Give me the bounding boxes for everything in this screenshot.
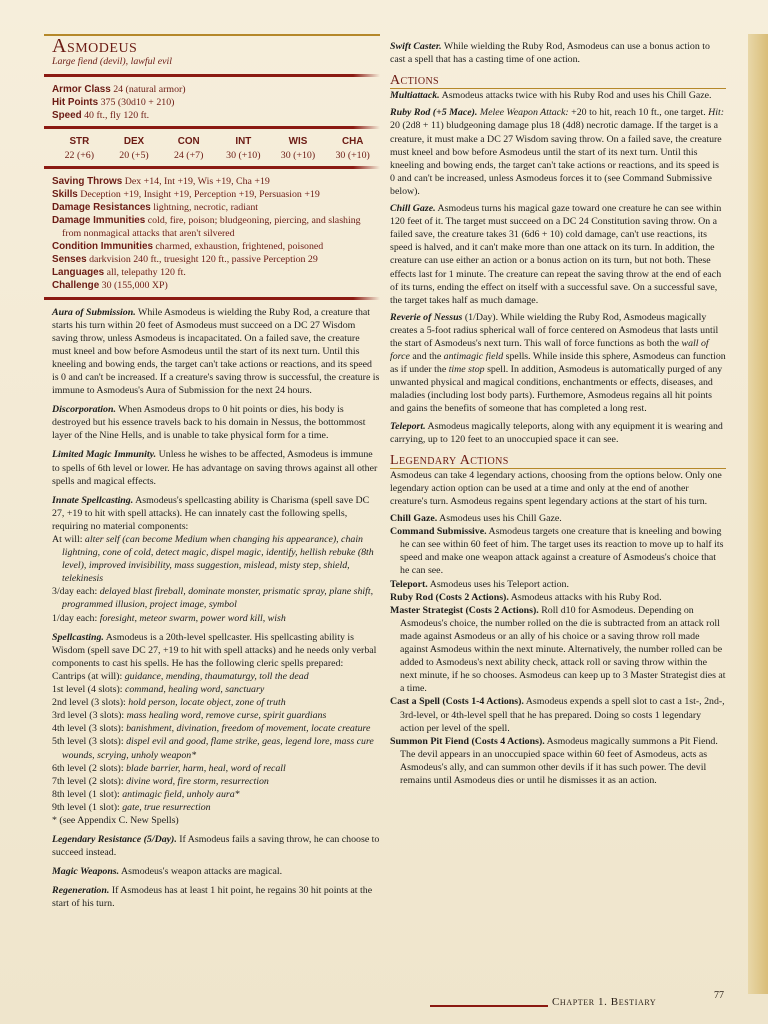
ability-value: 30 (+10) bbox=[280, 149, 316, 161]
footer-rule bbox=[430, 1005, 548, 1007]
ability-value: 30 (+10) bbox=[226, 149, 261, 161]
basic-props bbox=[44, 83, 380, 122]
action-ruby-rod: Ruby Rod (+5 Mace). Melee Weapon Attack: +20 to hit, reach 10 ft., one target. Hit: 20 (2d8 + 11) bludgeoning damage plus 18 (4d8) necrotic damage. If the target is a creature, it must make a DC 27 Wisdom saving throw. On a failed save, the creature must kneel and bow before Asmodeus until the start of its next turn. Until this kneeling and bowing ends, the target can't take actions or reactions, and its speed is 0 and can't be increased, unless Asmodeus forces it to (see Command Submissive below). bbox=[390, 107, 725, 197]
divider bbox=[44, 166, 380, 169]
statblock-column bbox=[44, 34, 380, 911]
action-reverie: Reverie of Nessus (1/Day). While wielding the Ruby Rod, Asmodeus magically creates a 5-foot radius spherical wall of force centered on Asmodeus that lasts until the start of Asmodeus's next turn. This wall of force functions as both the wall of force and the antimagic field spells. While inside this sphere, Asmodeus can function as if under the time stop spell. In addition, Asmodeus is automatically purged of any unwanted physical and magical conditions, enchantments or effects, diseases, and maladies (including lost body parts). Furthemore, Asmodeus regains all hit points and gains the benefits of someone that has completed a long rest. bbox=[390, 311, 726, 415]
ability-value: 22 (+6) bbox=[64, 149, 95, 161]
secondary-props bbox=[44, 175, 380, 293]
trait-legendary-resistance: Legendary Resistance (5/Day). If Asmodeus fails a saving throw, he can choose to succeed instead. bbox=[52, 834, 380, 859]
legendary-action: Chill Gaze. Asmodeus uses his Chill Gaze. bbox=[390, 513, 562, 525]
action-chill-gaze: Chill Gaze. Asmodeus turns his magical gaze toward one creature he can see within 120 feet of it. The target must succeed on a DC 24 Constitution saving throw. On a failed save, the creature takes 31 (6d6 + 10) cold damage, can't use reactions, its speed is halved, and it can't make more than one attack on its turn. In addition, the creature can use either an action or a bonus action on its turn, but not both. These effects last for 1 minute. The creature can repeat the saving throw at the end of each of its turns, ending the effect on itself with a successful save. On a successful save, the target takes half as much damage. bbox=[390, 203, 722, 306]
spell-line: 7th level (2 slots): divine word, fire storm, resurrection bbox=[52, 775, 269, 787]
legendary-action: Summon Pit Fiend (Costs 4 Actions). Asmodeus magically summons a Pit Fiend. The devil appears in an unoccupied space within 60 feet of Asmodeus, acts as Asmodeus's ally, and can summon other devils if it has such power. The devil remains until Asmodeus dies or until he dismisses it as an action. bbox=[390, 735, 718, 786]
ability-label: WIS bbox=[288, 136, 308, 148]
ability-label: INT bbox=[235, 136, 252, 148]
speed: Speed 40 ft., fly 120 ft. bbox=[52, 110, 150, 122]
innate-line: 1/day each: foresight, meteor swarm, power word kill, wish bbox=[52, 612, 286, 624]
challenge: Challenge 30 (155,000 XP) bbox=[52, 280, 168, 292]
spell-line: 9th level (1 slot): gate, true resurrection bbox=[52, 801, 211, 813]
spell-line: 4th level (3 slots): banishment, divination, freedom of movement, locate creature bbox=[52, 723, 371, 735]
chapter-footer: Chapter 1. Bestiary bbox=[552, 996, 657, 1008]
spell-line: 5th level (3 slots): dispel evil and good, flame strike, geas, legend lore, mass cure wounds, scrying, unholy weapon* bbox=[52, 736, 374, 761]
innate-line: 3/day each: delayed blast fireball, dominate monster, prismatic spray, plane shift, programmed illusion, project image, symbol bbox=[52, 586, 374, 611]
ability-label: STR bbox=[69, 136, 90, 148]
trait-regeneration: Regeneration. If Asmodeus has at least 1 hit point, he regains 30 hit points at the start of his turn. bbox=[52, 885, 373, 910]
page-edge-decoration bbox=[748, 34, 768, 994]
ability-label: DEX bbox=[123, 136, 145, 148]
trait-magic-weapons: Magic Weapons. Asmodeus's weapon attacks are magical. bbox=[52, 866, 283, 878]
ability-label: CHA bbox=[341, 136, 364, 148]
action-multiattack: Multiattack. Asmodeus attacks twice with his Ruby Rod and uses his Chill Gaze. bbox=[390, 90, 712, 102]
legendary-action: Teleport. Asmodeus uses his Teleport action. bbox=[390, 578, 569, 590]
ability-scores bbox=[52, 135, 380, 161]
damage-immunities: Damage Immunities cold, fire, poison; bludgeoning, piercing, and slashing from nonmagical attacks that aren't silvered bbox=[52, 214, 361, 240]
skills: Skills Deception +19, Insight +19, Perception +19, Persuasion +19 bbox=[52, 188, 320, 200]
trait-innate-spellcasting: Innate Spellcasting. Asmodeus's spellcasting ability is Charisma (spell save DC 27, +19 to hit with spell attacks). He can innately cast the following spells, requiring no material components: bbox=[52, 494, 370, 532]
legendary-intro: Asmodeus can take 4 legendary actions, choosing from the options below. Only one legendary action option can be used at a time and only at the end of another creature's turn. Asmodeus regains spent legendary actions at the start of his turn. bbox=[390, 469, 722, 507]
senses: Senses darkvision 240 ft., truesight 120 ft., passive Perception 29 bbox=[52, 254, 318, 266]
spell-line: 8th level (1 slot): antimagic field, unholy aura* bbox=[52, 788, 240, 800]
languages: Languages all, telepathy 120 ft. bbox=[52, 267, 186, 279]
spell-line: 1st level (4 slots): command, healing word, sanctuary bbox=[52, 684, 265, 696]
trait-swift-caster: Swift Caster. While wielding the Ruby Rod, Asmodeus can use a bonus action to cast a spell that has a casting time of one action. bbox=[390, 41, 710, 66]
divider bbox=[44, 297, 380, 300]
monster-name: Asmodeus bbox=[52, 35, 138, 57]
trait-aura: Aura of Submission. While Asmodeus is wielding the Ruby Rod, a creature that starts his turn within 20 feet of Asmodeus must succeed on a DC 27 Wisdom saving throw, unless Asmodeus is incapacitated. On a failed save, the creature must kneel and bow before Asmodeus until the start of its next turn. Until this kneeling and bowing ends, the target can't take actions or reactions, and its speed is 0 and can't be increased. If a creature's saving throw is successful, the creature is immune to Asmodeus's Aura of Submission for the next 24 hours. bbox=[52, 306, 380, 397]
legendary-action: Master Strategist (Costs 2 Actions). Roll d10 for Asmodeus. Depending on Asmodeus's choice, the number rolled on the die is subtracted from an attack roll made against Asmodeus or an ally of his choice or a saving throw roll made against Asmodeus within the next minute. Alternatively, the number rolled can be added to Asmodeus's next ability check, attack roll or saving throw within the next minute, if he so chooses. Asmodeus can keep up to 3 Master Strategist dies at a time. bbox=[390, 604, 726, 695]
legendary-action: Ruby Rod (Costs 2 Actions). Asmodeus attacks with his Ruby Rod. bbox=[390, 591, 662, 603]
innate-line: At will: alter self (can become Medium when changing his appearance), chain lightning, cone of cold, detect magic, dispel magic, identify, hellish rebuke (8th level), improved invisibility, mass suggestion, mislead, misty step, shield, telekinesis bbox=[52, 534, 374, 585]
page-number: 77 bbox=[714, 990, 724, 1001]
action-teleport: Teleport. Asmodeus magically teleports, along with any equipment it is wearing and carrying, up to 120 feet to an unoccupied space it can see. bbox=[390, 420, 723, 445]
legendary-heading: Legendary Actions bbox=[390, 454, 726, 469]
damage-resistances: Damage Resistances lightning, necrotic, radiant bbox=[52, 201, 259, 213]
legendary-action: Command Submissive. Asmodeus targets one creature that is kneeling and bowing he can see within 60 feet of him. The target uses its reaction to move up to half its speed and make one weapon attack against a creature of Asmodeus's choice that he can see. bbox=[390, 526, 724, 577]
saving-throws: Saving Throws Dex +14, Int +19, Wis +19, Cha +19 bbox=[52, 175, 270, 187]
spell-line: Cantrips (at will): guidance, mending, thaumaturgy, toll the dead bbox=[52, 670, 309, 682]
legendary-action: Cast a Spell (Costs 1-4 Actions). Asmodeus expends a spell slot to cast a 1st-, 2nd-, 3rd-level, or 4th-level spell that he has prepared. Doing so costs 1 legendary action per level of the spell. bbox=[390, 696, 725, 734]
actions-heading: Actions bbox=[390, 74, 726, 89]
actions-column bbox=[390, 40, 726, 787]
monster-type: Large fiend (devil), lawful evil bbox=[52, 56, 173, 68]
ability-value: 30 (+10) bbox=[335, 149, 370, 161]
trait-spellcasting: Spellcasting. Asmodeus is a 20th-level spellcaster. His spellcasting ability is Wisdom (spell save DC 27, +19 to hit with spell attacks) and he needs only verbal components to cast his spells. He has the following cleric spells prepared: bbox=[52, 631, 377, 669]
ability-value: 24 (+7) bbox=[173, 149, 204, 161]
divider bbox=[44, 74, 380, 77]
trait-discorporation: Discorporation. When Asmodeus drops to 0 hit points or dies, his body is destroyed but his essence travels back to his domain in Nessus, the bottommost layer of the Nine Hells, and is unable to take physical form for a time. bbox=[52, 404, 366, 442]
ability-value: 20 (+5) bbox=[119, 149, 149, 161]
spell-line: 2nd level (3 slots): hold person, locate object, zone of truth bbox=[52, 697, 286, 709]
spell-line: 3rd level (3 slots): mass healing word, remove curse, spirit guardians bbox=[52, 710, 327, 722]
trait-limited-magic-immunity: Limited Magic Immunity. Unless he wishes to be affected, Asmodeus is immune to spells of 6th level or lower. He has advantage on saving throws against all other spells and magical effects. bbox=[52, 449, 378, 487]
hit-points: Hit Points 375 (30d10 + 210) bbox=[52, 97, 175, 109]
condition-immunities: Condition Immunities charmed, exhaustion, frightened, poisoned bbox=[52, 241, 324, 253]
appendix-note: * (see Appendix C. New Spells) bbox=[52, 814, 179, 826]
ability-label: CON bbox=[177, 136, 200, 148]
divider bbox=[44, 126, 380, 129]
spell-line: 6th level (2 slots): blade barrier, harm, heal, word of recall bbox=[52, 762, 286, 774]
armor-class: Armor Class 24 (natural armor) bbox=[52, 84, 186, 96]
